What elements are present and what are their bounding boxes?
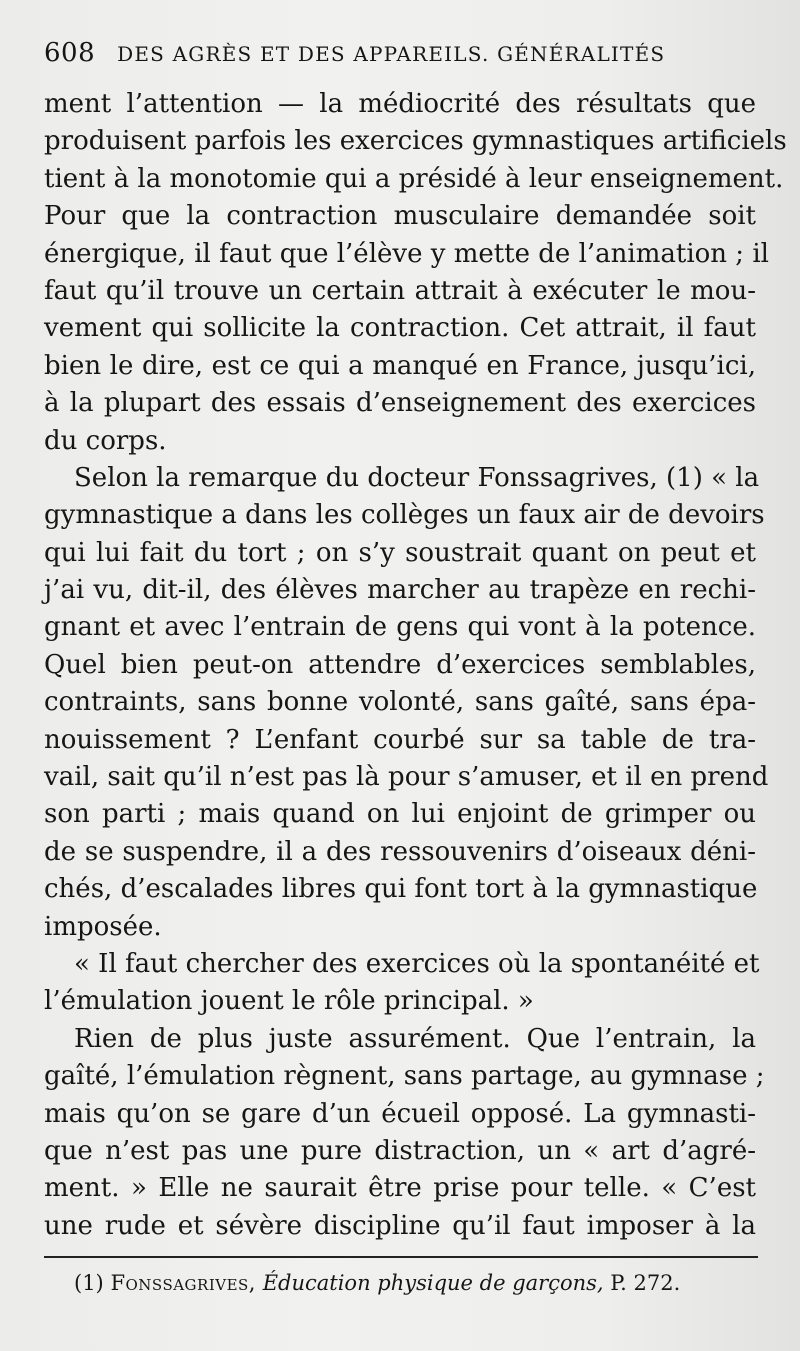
page-number: 608	[44, 38, 96, 68]
text-line: Quel bien peut-on attendre d’exercices semblables,	[44, 649, 756, 680]
text-line: Pour que la contraction musculaire demandée soit	[44, 201, 756, 232]
text-line: j’ai vu, dit-il, des élèves marcher au trapèze en rechi-	[44, 575, 756, 606]
text-line: de se suspendre, il a des ressouvenirs d’oiseaux déni-	[44, 836, 756, 867]
footnote	[74, 1271, 680, 1295]
footnote-title: Éducation physique de garçons,	[262, 1271, 604, 1295]
text-line: mais qu’on se gare d’un écueil opposé. La gymnasti-	[44, 1098, 756, 1129]
text-line: vement qui sollicite la contraction. Cet attrait, il faut	[44, 313, 756, 344]
text-line: chés, d’escalades libres qui font tort à la gymnastique	[44, 874, 758, 905]
text-line: tient à la monotomie qui a présidé à leur enseignement.	[44, 163, 784, 194]
text-line: énergique, il faut que l’élève y mette de l’animation ; il	[44, 238, 769, 269]
text-line: qui lui fait du tort ; on s’y soustrait quant on peut et	[44, 537, 756, 568]
text-line: à la plupart des essais d’enseignement des exercices	[44, 388, 756, 419]
body-text	[44, 86, 787, 1245]
text-line: gymnastique a dans les collèges un faux air de devoirs	[44, 500, 765, 531]
text-line: gnant et avec l’entrain de gens qui vont à la potence.	[44, 612, 756, 643]
text-line: bien le dire, est ce qui a manqué en France, jusqu’ici,	[44, 350, 756, 381]
text-line: du corps.	[44, 425, 167, 456]
footnote-marker: (1)	[74, 1271, 104, 1295]
text-line: que n’est pas une pure distraction, un « art d’agré-	[44, 1135, 756, 1166]
text-line: ment. » Elle ne saurait être prise pour telle. « C’est	[44, 1173, 756, 1204]
footnote-author: Fonssagrives,	[110, 1271, 256, 1295]
page-header	[44, 38, 752, 78]
text-line: l’émulation jouent le rôle principal. »	[44, 986, 534, 1017]
text-line: « Il faut chercher des exercices où la spontanéité et	[74, 948, 760, 979]
text-line: imposée.	[44, 911, 162, 942]
text-line: nouissement ? L’enfant courbé sur sa table de tra-	[44, 724, 756, 755]
text-line: faut qu’il trouve un certain attrait à exécuter le mou-	[44, 275, 756, 306]
text-line: ment l’attention — la médiocrité des résultats que	[44, 89, 756, 119]
text-line: gaîté, l’émulation règnent, sans partage, au gymnase ;	[44, 1061, 765, 1092]
text-line: contraints, sans bonne volonté, sans gaîté, sans épa-	[44, 687, 756, 718]
text-line: produisent parfois les exercices gymnastiques artificiels	[44, 126, 787, 157]
footnote-rule	[44, 1256, 758, 1258]
text-line: son parti ; mais quand on lui enjoint de grimper ou	[44, 799, 756, 830]
footnote-page-ref: P. 272.	[610, 1271, 681, 1295]
text-line: vail, sait qu’il n’est pas là pour s’amuser, et il en prend	[44, 762, 769, 793]
text-line: Selon la remarque du docteur Fonssagrives, (1) « la	[74, 462, 760, 493]
running-head: DES AGRÈS ET DES APPAREILS. GÉNÉRALITÉS	[117, 42, 666, 66]
text-line: Rien de plus juste assurément. Que l’entrain, la	[74, 1023, 756, 1054]
text-line: une rude et sévère discipline qu’il faut imposer à la	[44, 1210, 756, 1241]
